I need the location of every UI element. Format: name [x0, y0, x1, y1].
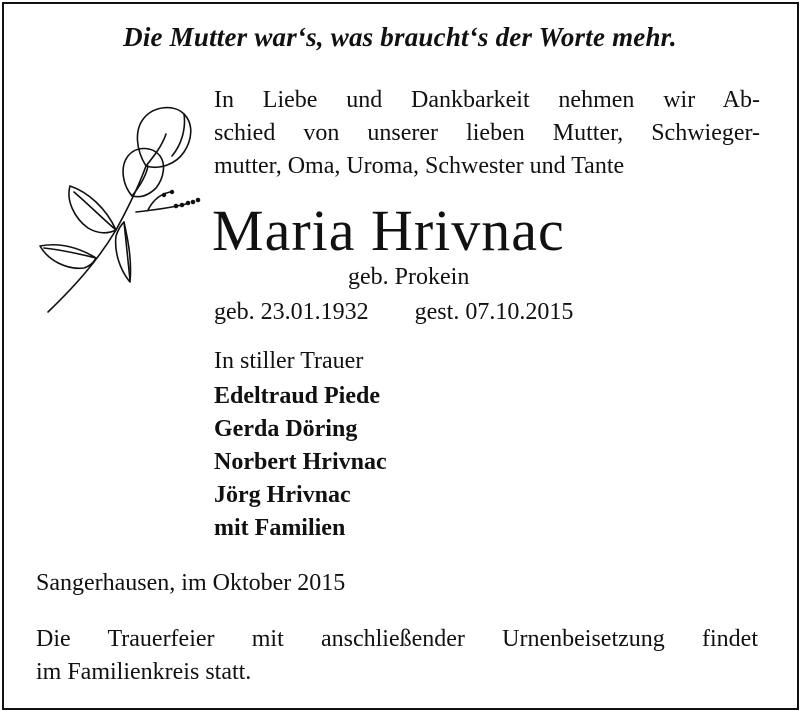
- mourning-label: In stiller Trauer: [214, 348, 364, 374]
- mourner-name: Jörg Hrivnac: [214, 482, 351, 508]
- mourner-name: Gerda Döring: [214, 416, 358, 442]
- mourner-name: Norbert Hrivnac: [214, 449, 387, 475]
- funeral-notice: [36, 623, 758, 689]
- deceased-name: Maria Hrivnac: [212, 198, 565, 263]
- mourner-name: mit Familien: [214, 515, 346, 541]
- calla-lily-icon: [36, 100, 216, 315]
- place-and-date: Sangerhausen, im Oktober 2015: [36, 570, 346, 596]
- life-dates: [214, 297, 573, 327]
- intro-line: schied von unserer lieben Mutter, Schwieger-: [214, 120, 760, 146]
- mourner-name: Edeltraud Piede: [214, 383, 380, 409]
- intro-line: In Liebe und Dankbarkeit nehmen wir Ab-: [214, 87, 760, 113]
- headline-quote: Die Mutter war‘s, was braucht‘s der Worte mehr.: [123, 22, 677, 52]
- mourner-list: [214, 380, 387, 545]
- maiden-name: geb. Prokein: [348, 264, 470, 290]
- birth-date: geb. 23.01.1932: [214, 299, 369, 325]
- notice-line: Die Trauerfeier mit anschließender Urnenbeisetzung findet: [36, 626, 758, 652]
- notice-line: im Familienkreis statt.: [36, 659, 252, 685]
- death-date: gest. 07.10.2015: [414, 299, 574, 325]
- intro-line: mutter, Oma, Uroma, Schwester und Tante: [214, 153, 625, 179]
- intro-text: [214, 84, 760, 183]
